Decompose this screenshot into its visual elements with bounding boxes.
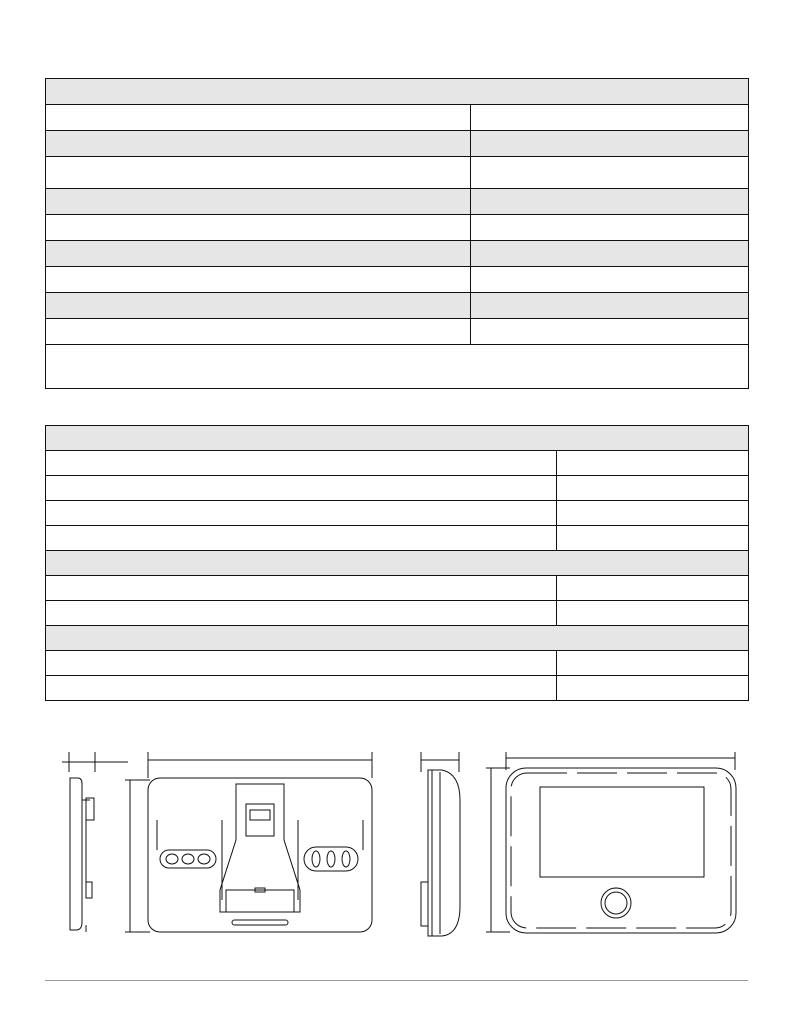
- mounting-hole: [312, 851, 320, 867]
- terminal-clip: [250, 810, 270, 820]
- connector-housing: [226, 890, 294, 912]
- spec-label-cell: [46, 676, 557, 701]
- table-row: [46, 319, 749, 345]
- footer-rule: [45, 980, 748, 981]
- spec-value-cell: [471, 267, 749, 293]
- spec-table-top: [45, 78, 749, 389]
- base-side-clip: [86, 882, 92, 898]
- table-row: [46, 189, 749, 215]
- spec-label-cell: [46, 215, 471, 241]
- spec-label-cell: [46, 451, 557, 476]
- spec-label-cell: [46, 651, 557, 676]
- base-front-view: [125, 752, 372, 932]
- table-row: [46, 267, 749, 293]
- spec-label-cell: [46, 241, 471, 267]
- spec-value-cell: [557, 601, 749, 626]
- table-row: [46, 345, 749, 389]
- table-row: [46, 131, 749, 157]
- wire-channel: [220, 784, 300, 912]
- table-row: [46, 626, 749, 651]
- base-outline: [148, 778, 372, 932]
- base-side-clip: [86, 798, 94, 820]
- table-row: [46, 157, 749, 189]
- control-button-inner: [605, 892, 627, 914]
- spec-value-cell: [557, 526, 749, 551]
- thermostat-side-profile: [428, 770, 460, 936]
- spec-label-cell: [46, 319, 471, 345]
- spec-label-cell: [46, 501, 557, 526]
- spec-label-cell: [46, 576, 557, 601]
- spec-value-cell: [557, 451, 749, 476]
- table-row: [46, 476, 749, 501]
- table-row: [46, 426, 749, 451]
- mounting-hole: [342, 851, 350, 867]
- table-row: [46, 241, 749, 267]
- table-row: [46, 293, 749, 319]
- spec-value-cell: [557, 676, 749, 701]
- spec-value-cell: [471, 241, 749, 267]
- table-row: [46, 501, 749, 526]
- spec-label-cell: [46, 476, 557, 501]
- spec-value-cell: [471, 319, 749, 345]
- table-row: [46, 601, 749, 626]
- note-cell: [46, 345, 749, 389]
- thermostat-front-view: [486, 752, 736, 933]
- spec-value-cell: [471, 189, 749, 215]
- spec-value-cell: [471, 215, 749, 241]
- spec-label-cell: [46, 526, 557, 551]
- spec-value-cell: [557, 476, 749, 501]
- spec-value-cell: [557, 651, 749, 676]
- mounting-hole: [166, 854, 178, 864]
- spec-value-cell: [471, 105, 749, 131]
- table-row: [46, 215, 749, 241]
- table-row: [46, 105, 749, 131]
- table-row: [46, 79, 749, 105]
- table-row: [46, 676, 749, 701]
- section-header-cell: [46, 79, 749, 105]
- spec-value-cell: [471, 157, 749, 189]
- mounting-hole: [327, 851, 335, 867]
- bottom-slot: [232, 920, 288, 925]
- mounting-hole: [198, 854, 210, 864]
- thermostat-side-bracket: [421, 882, 428, 926]
- section-header-cell: [46, 426, 749, 451]
- section-header-cell: [46, 626, 749, 651]
- spec-label-cell: [46, 189, 471, 215]
- spec-label-cell: [46, 293, 471, 319]
- table-row: [46, 451, 749, 476]
- spec-label-cell: [46, 267, 471, 293]
- spec-label-cell: [46, 105, 471, 131]
- spec-value-cell: [557, 576, 749, 601]
- spec-label-cell: [46, 157, 471, 189]
- spec-value-cell: [471, 131, 749, 157]
- spec-label-cell: [46, 601, 557, 626]
- base-side-profile: [70, 778, 82, 930]
- table-row: [46, 651, 749, 676]
- spec-label-cell: [46, 131, 471, 157]
- base-side-view: [62, 752, 128, 932]
- spec-table-bottom: [45, 425, 749, 701]
- spec-value-cell: [471, 293, 749, 319]
- thermostat-side-view: [421, 752, 460, 936]
- table-row: [46, 576, 749, 601]
- table-row: [46, 551, 749, 576]
- section-header-cell: [46, 551, 749, 576]
- mounting-holes-left: [160, 850, 216, 868]
- thermostat-bezel: [511, 773, 731, 928]
- mounting-hole: [182, 854, 194, 864]
- table-row: [46, 526, 749, 551]
- spec-value-cell: [557, 501, 749, 526]
- display-screen: [540, 787, 704, 877]
- dimension-drawings: [0, 740, 795, 945]
